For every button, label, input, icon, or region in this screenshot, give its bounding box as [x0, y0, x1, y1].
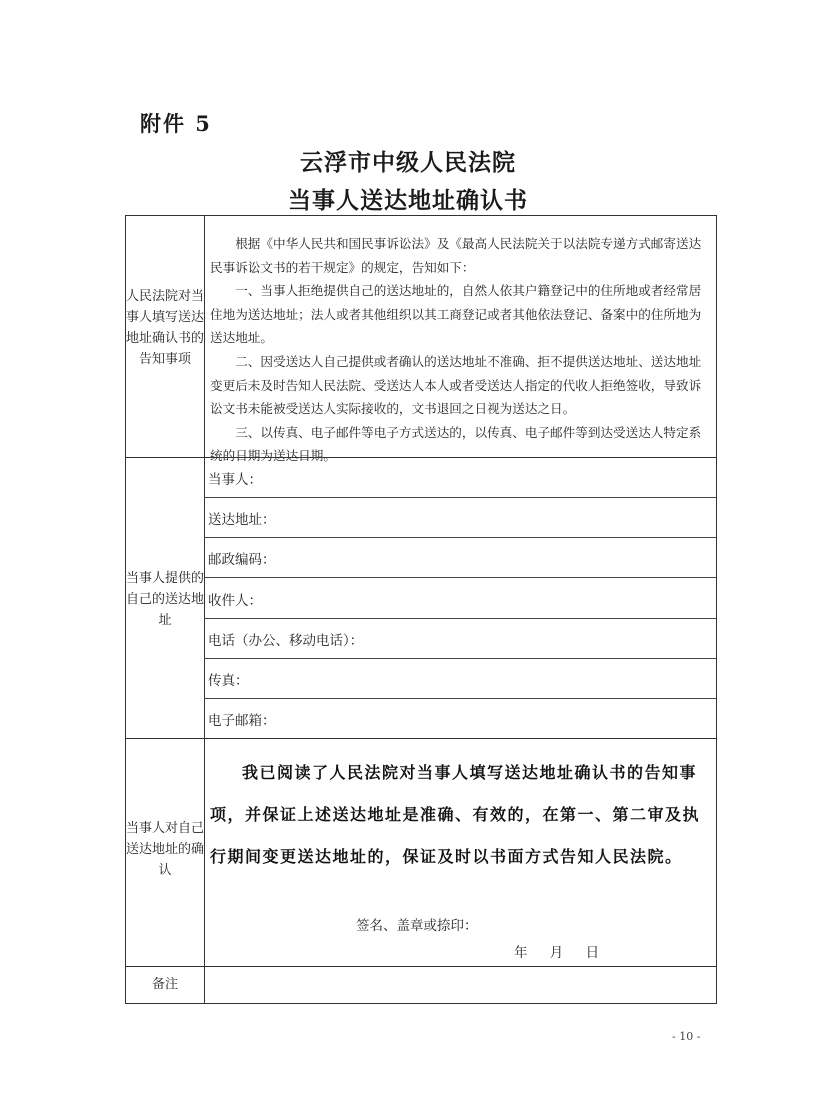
notice-section-label: 人民法院对当事人填写送达地址确认书的告知事项 — [126, 289, 205, 367]
confirm-section — [126, 738, 716, 968]
notice-text — [210, 232, 712, 468]
confirmation-form-table — [125, 215, 717, 1004]
recipient-field[interactable]: 收件人： — [208, 593, 262, 609]
confirm-statement-text: 我已阅读了人民法院对当事人填写送达地址确认书的告知事项，并保证上述送达地址是准确、有效的，在第一、第二审及执行期间变更送达地址的，保证及时以书面方式告知人民法院。 — [210, 763, 701, 866]
confirm-statement — [210, 752, 716, 878]
confirm-section-label: 当事人对自己送达地址的确认 — [126, 821, 205, 878]
notice-paragraph: 三、以传真、电子邮件等电子方式送达的，以传真、电子邮件等到达受送达人特定系统的日期为送达日期。 — [210, 424, 702, 464]
field-divider — [204, 497, 716, 498]
date-line[interactable]: 年 月 日 — [514, 945, 600, 961]
phone-field[interactable]: 电话（办公、移动电话）： — [208, 633, 364, 649]
field-divider — [204, 537, 716, 538]
notice-paragraph: 一、当事人拒绝提供自己的送达地址的，自然人依其户籍登记中的住所地或者经常居住地为送达地址；法人或者其他组织以其工商登记或者其他依法登记、备案中的住所地为送达地址。 — [210, 283, 702, 346]
attachment-label: 附件 5 — [140, 111, 212, 136]
field-divider — [204, 658, 716, 659]
field-divider — [204, 698, 716, 699]
section-divider — [126, 457, 716, 458]
field-divider — [204, 618, 716, 619]
notice-paragraph: 根据《中华人民共和国民事诉讼法》及《最高人民法院关于以法院专递方式邮寄送达民事诉讼文书的若干规定》的规定，告知如下： — [210, 236, 702, 275]
address-section-label: 当事人提供的自己的送达地址 — [126, 571, 205, 628]
signature-line[interactable]: 签名、盖章或捺印： — [356, 918, 478, 934]
fax-field[interactable]: 传真： — [208, 673, 249, 689]
postal-code-field[interactable]: 邮政编码： — [208, 552, 276, 568]
email-field[interactable]: 电子邮箱： — [208, 713, 276, 729]
page-number: - 10 - — [672, 1030, 701, 1043]
remarks-label: 备注 — [151, 977, 178, 992]
service-address-field[interactable]: 送达地址： — [208, 512, 276, 528]
party-name-field[interactable]: 当事人： — [208, 472, 262, 488]
document-title: 当事人送达地址确认书 — [288, 187, 528, 214]
notice-paragraph: 二、因受送达人自己提供或者确认的送达地址不准确、拒不提供送达地址、送达地址变更后未及时告知人民法院、受送达人本人或者受送达人指定的代收人拒绝签收，导致诉讼文书未能被受送达人实际接收的，文书退回之日视为送达之日。 — [210, 353, 702, 417]
section-divider — [126, 966, 716, 967]
field-divider — [204, 577, 716, 578]
court-name: 云浮市中级人民法院 — [300, 149, 516, 176]
